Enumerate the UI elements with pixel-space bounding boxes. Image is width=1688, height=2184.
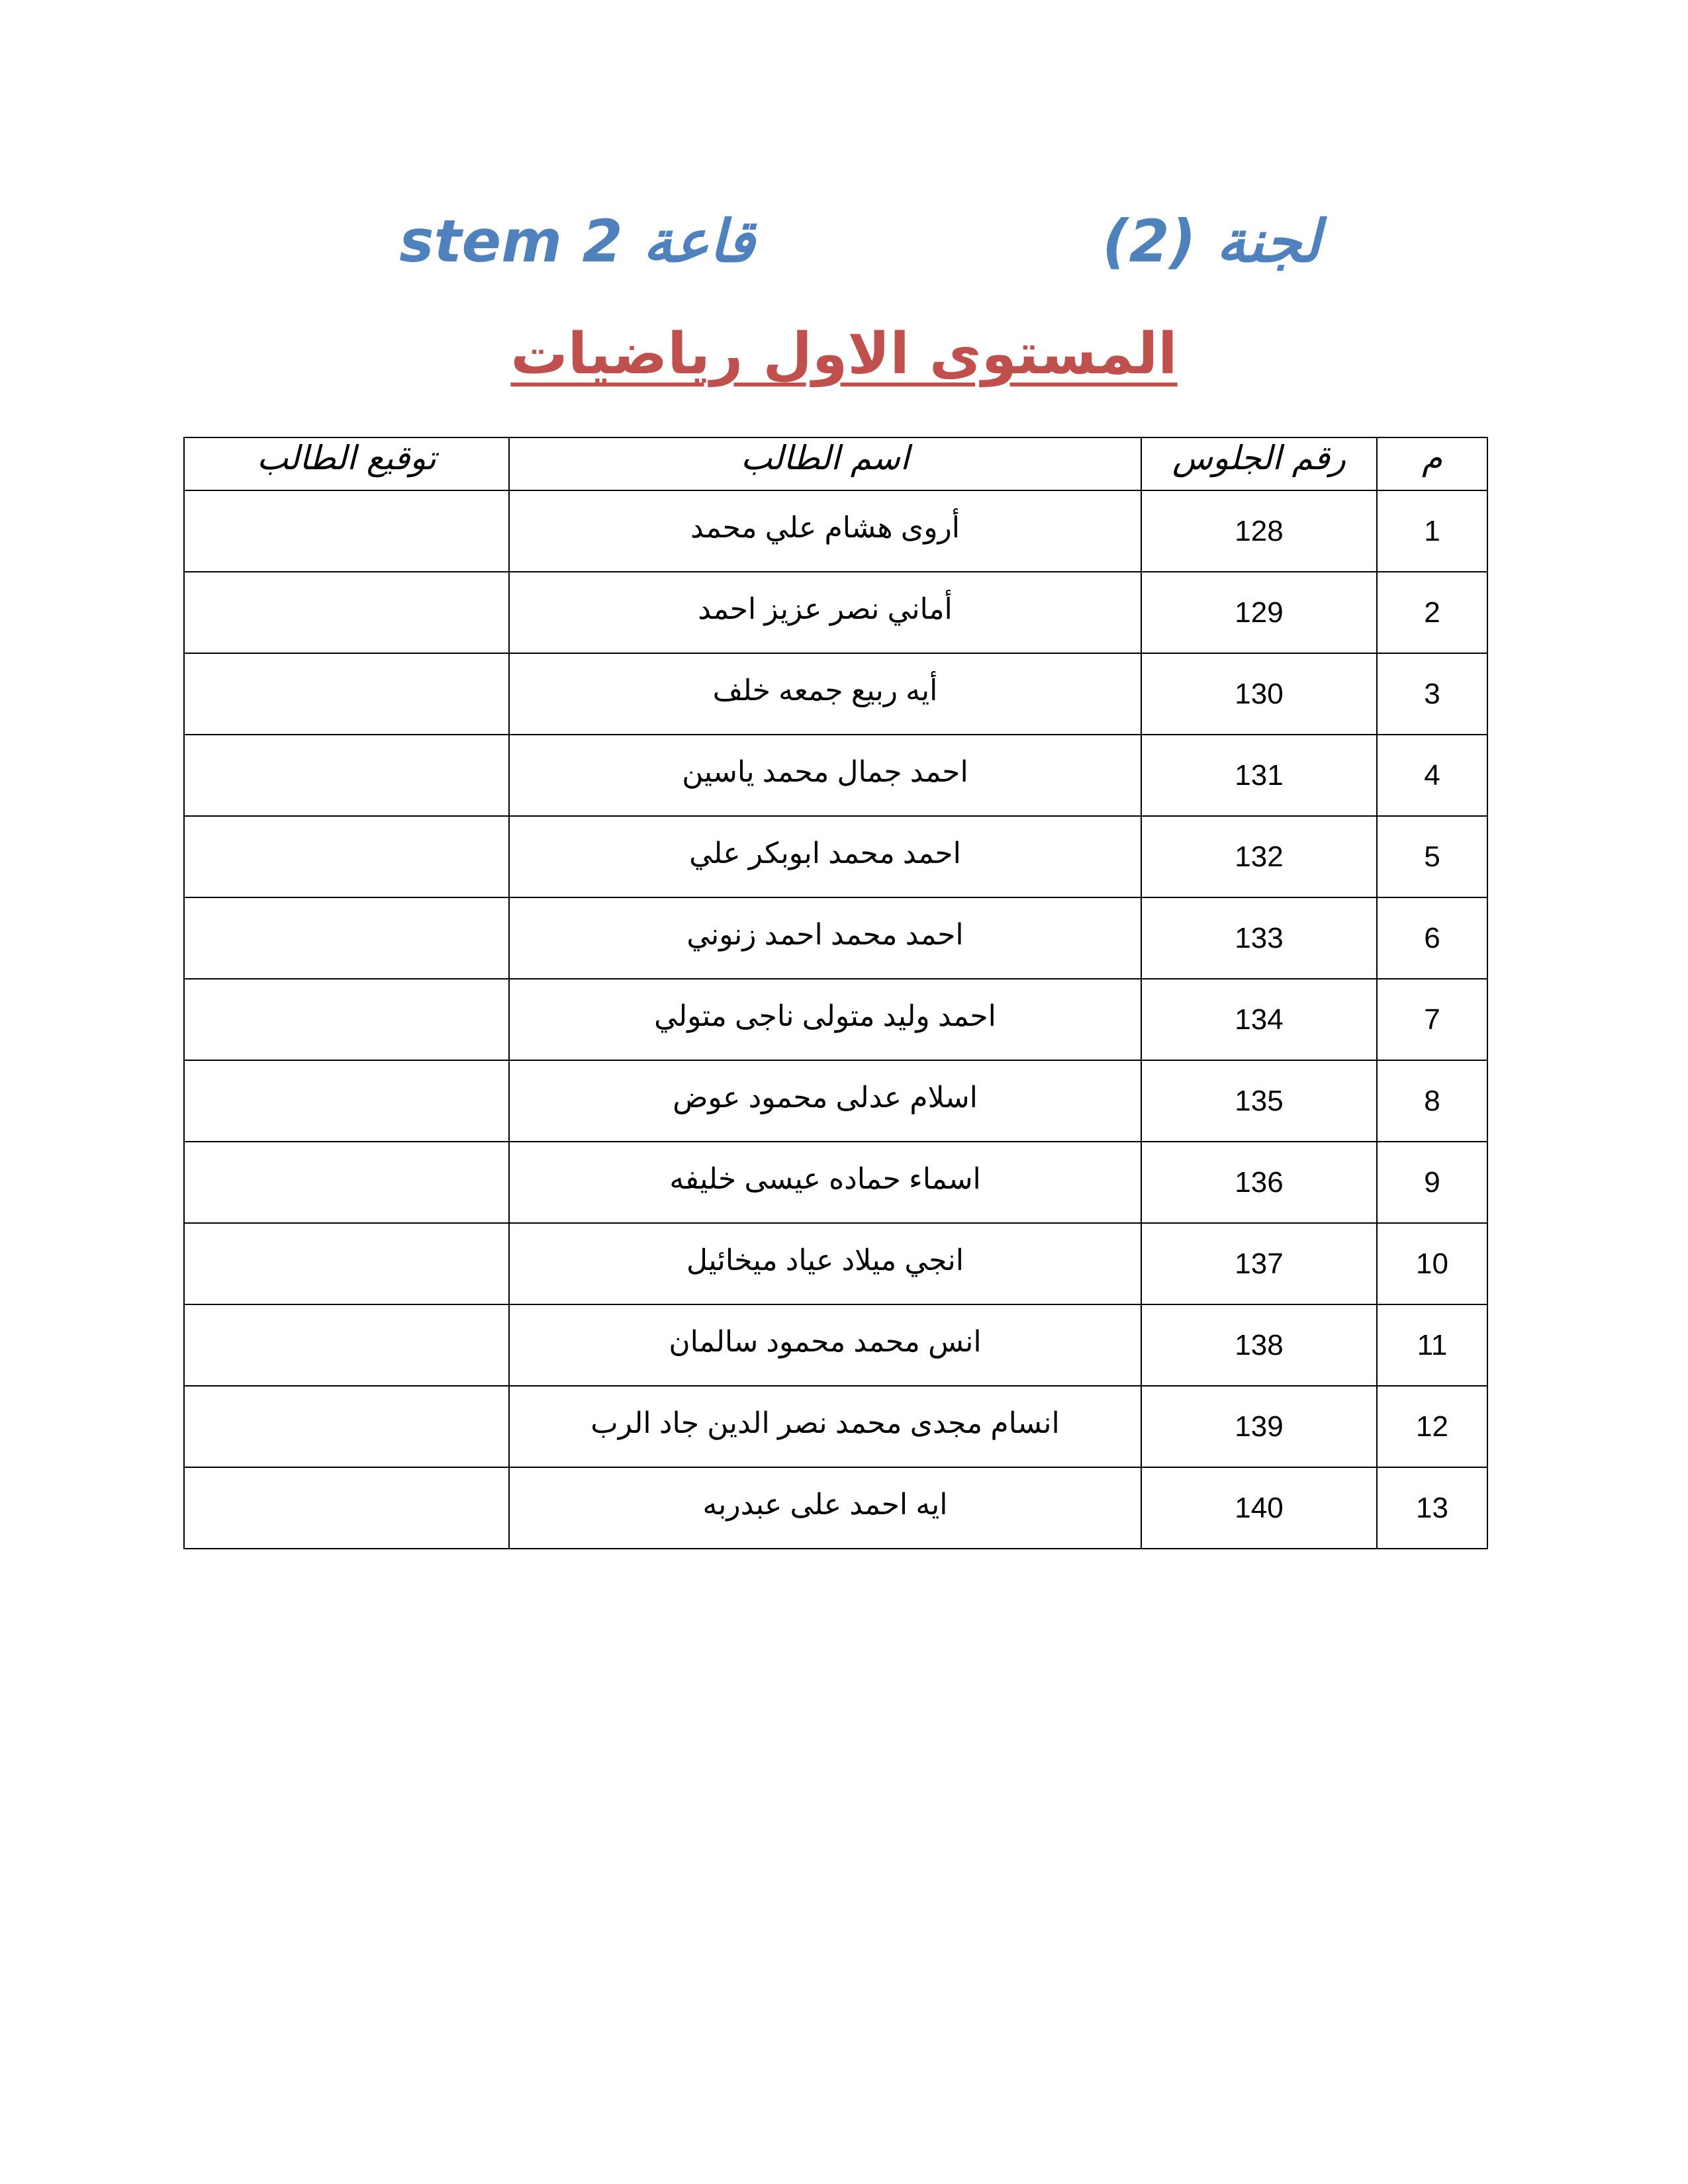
signature-cell bbox=[184, 1386, 509, 1467]
seat-number-cell: 134 bbox=[1141, 979, 1377, 1060]
table-body bbox=[184, 490, 1487, 1549]
table-row bbox=[184, 490, 1487, 572]
row-index-cell: 3 bbox=[1377, 653, 1487, 735]
table-row bbox=[184, 1386, 1487, 1467]
student-name-cell: أماني نصر عزيز احمد bbox=[509, 572, 1141, 653]
student-name-cell: انجي ميلاد عياد ميخائيل bbox=[509, 1223, 1141, 1304]
row-index-cell: 12 bbox=[1377, 1386, 1487, 1467]
table-row bbox=[184, 1304, 1487, 1386]
seat-number-cell: 139 bbox=[1141, 1386, 1377, 1467]
signature-cell bbox=[184, 1223, 509, 1304]
row-index-cell: 2 bbox=[1377, 572, 1487, 653]
seat-number-cell: 130 bbox=[1141, 653, 1377, 735]
signature-cell bbox=[184, 979, 509, 1060]
row-index-cell: 8 bbox=[1377, 1060, 1487, 1142]
seat-number-cell: 135 bbox=[1141, 1060, 1377, 1142]
table-row bbox=[184, 653, 1487, 735]
column-header-signature: توقيع الطالب bbox=[184, 437, 509, 490]
seat-number-cell: 129 bbox=[1141, 572, 1377, 653]
signature-cell bbox=[184, 735, 509, 816]
seat-number-cell: 128 bbox=[1141, 490, 1377, 572]
table-row bbox=[184, 1142, 1487, 1223]
row-index-cell: 9 bbox=[1377, 1142, 1487, 1223]
seat-number-cell: 131 bbox=[1141, 735, 1377, 816]
signature-cell bbox=[184, 1060, 509, 1142]
row-index-cell: 4 bbox=[1377, 735, 1487, 816]
table-row bbox=[184, 979, 1487, 1060]
signature-cell bbox=[184, 1467, 509, 1549]
student-name-cell: أيه ربيع جمعه خلف bbox=[509, 653, 1141, 735]
table-row bbox=[184, 1223, 1487, 1304]
student-name-cell: احمد وليد متولى ناجى متولي bbox=[509, 979, 1141, 1060]
student-name-cell: ايه احمد على عبدربه bbox=[509, 1467, 1141, 1549]
signature-cell bbox=[184, 490, 509, 572]
table-row bbox=[184, 572, 1487, 653]
column-header-student-name: اسم الطالب bbox=[509, 437, 1141, 490]
column-header-index: م bbox=[1377, 437, 1487, 490]
student-name-cell: احمد محمد ابوبكر علي bbox=[509, 816, 1141, 897]
signature-cell bbox=[184, 1304, 509, 1386]
column-header-seat-number: رقم الجلوس bbox=[1141, 437, 1377, 490]
student-name-cell: انسام مجدى محمد نصر الدين جاد الرب bbox=[509, 1386, 1141, 1467]
row-index-cell: 1 bbox=[1377, 490, 1487, 572]
row-index-cell: 6 bbox=[1377, 897, 1487, 979]
student-name-cell: احمد جمال محمد ياسين bbox=[509, 735, 1141, 816]
row-index-cell: 11 bbox=[1377, 1304, 1487, 1386]
signature-cell bbox=[184, 1142, 509, 1223]
table-row bbox=[184, 1060, 1487, 1142]
subject-title: المستوى الاول رياضيات bbox=[510, 321, 1178, 387]
seat-number-cell: 138 bbox=[1141, 1304, 1377, 1386]
seat-number-cell: 132 bbox=[1141, 816, 1377, 897]
hall-label: قاعة stem 2 bbox=[399, 207, 755, 275]
table-row bbox=[184, 1467, 1487, 1549]
signature-cell bbox=[184, 897, 509, 979]
seat-number-cell: 133 bbox=[1141, 897, 1377, 979]
row-index-cell: 7 bbox=[1377, 979, 1487, 1060]
seat-number-cell: 137 bbox=[1141, 1223, 1377, 1304]
signature-cell bbox=[184, 572, 509, 653]
table-header-row bbox=[184, 437, 1487, 490]
students-table bbox=[183, 437, 1488, 1549]
row-index-cell: 13 bbox=[1377, 1467, 1487, 1549]
seat-number-cell: 140 bbox=[1141, 1467, 1377, 1549]
signature-cell bbox=[184, 653, 509, 735]
table-row bbox=[184, 897, 1487, 979]
student-name-cell: احمد محمد احمد زنوني bbox=[509, 897, 1141, 979]
table-row bbox=[184, 816, 1487, 897]
student-name-cell: اسلام عدلى محمود عوض bbox=[509, 1060, 1141, 1142]
row-index-cell: 5 bbox=[1377, 816, 1487, 897]
row-index-cell: 10 bbox=[1377, 1223, 1487, 1304]
student-name-cell: أروى هشام علي محمد bbox=[509, 490, 1141, 572]
student-name-cell: اسماء حماده عيسى خليفه bbox=[509, 1142, 1141, 1223]
signature-cell bbox=[184, 816, 509, 897]
seat-number-cell: 136 bbox=[1141, 1142, 1377, 1223]
table-row bbox=[184, 735, 1487, 816]
committee-label: لجنة (2) bbox=[1102, 207, 1321, 275]
student-name-cell: انس محمد محمود سالمان bbox=[509, 1304, 1141, 1386]
